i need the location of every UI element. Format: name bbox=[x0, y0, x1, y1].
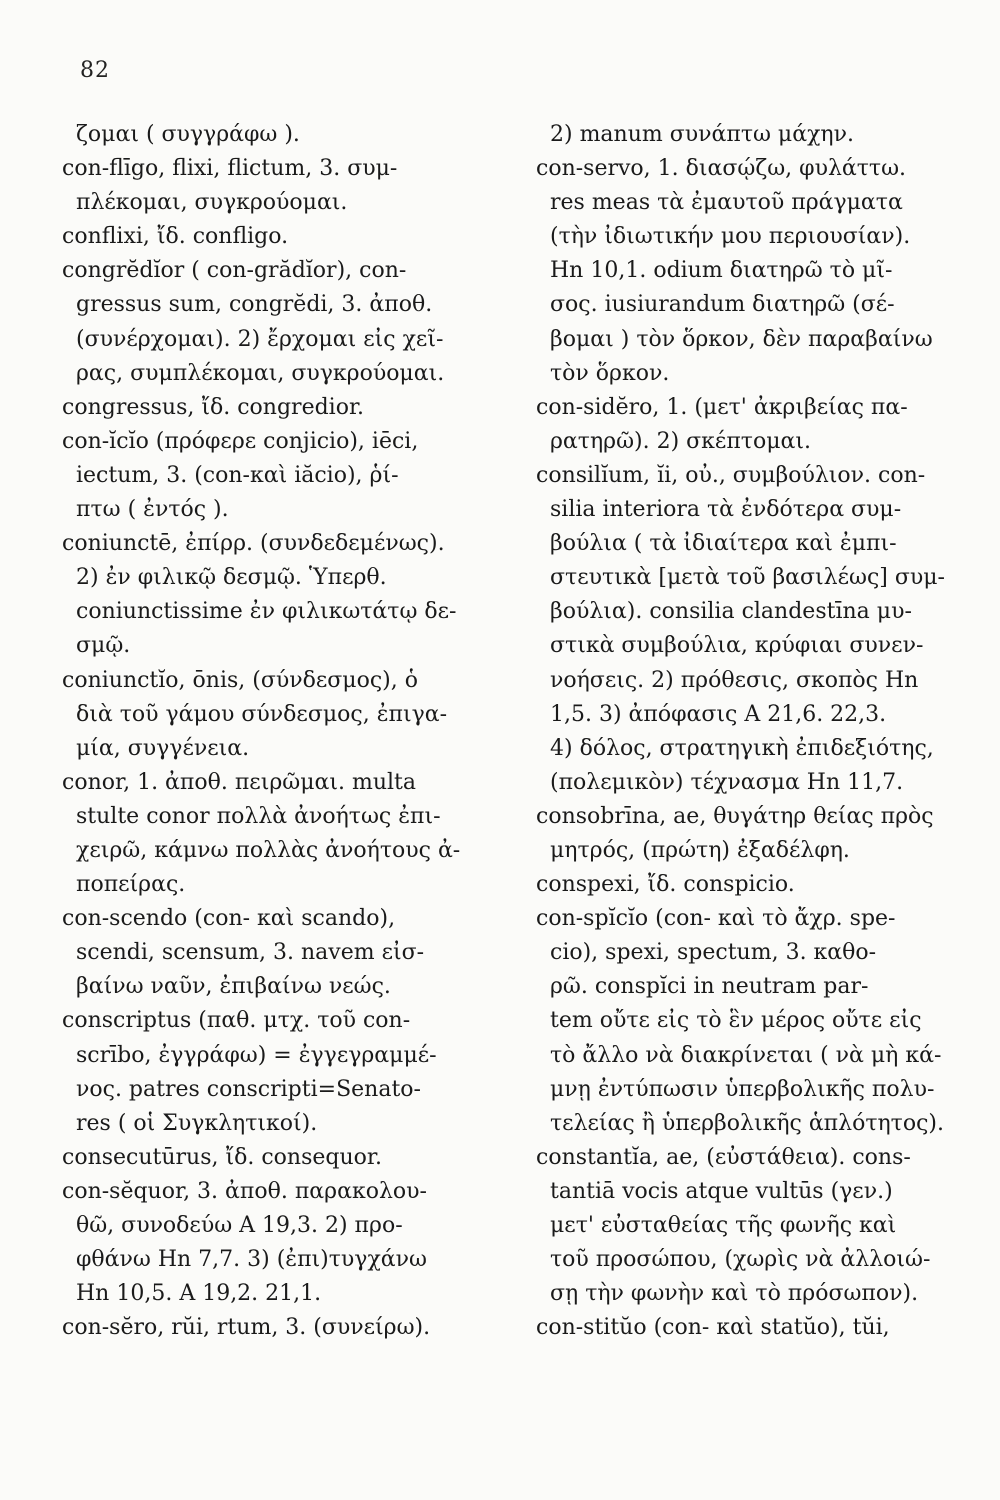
entry-continuation-line: (συνέρχομαι). 2) ἔρχομαι εἰς χεῖ- bbox=[76, 326, 444, 352]
entry-continuation-line: τὸ ἄλλο νὰ διακρίνεται ( νὰ μὴ κά- bbox=[550, 1042, 942, 1068]
entry-continuation-line: νοήσεις. 2) πρόθεσις, σκοπὸς Hn bbox=[550, 667, 919, 693]
entry-continuation-line: βούλια). consilia clandestīna μυ- bbox=[550, 599, 912, 625]
entry-headword-line: conor, 1. ἀποθ. πειρῶμαι. multa bbox=[62, 769, 416, 795]
entry-continuation-line: stulte conor πολλὰ ἀνοήτως ἐπι- bbox=[76, 803, 441, 829]
entry-continuation-line: βούλια ( τὰ ἰδιαίτερα καὶ ἐμπι- bbox=[550, 531, 897, 557]
page-number: 82 bbox=[80, 58, 110, 83]
entry-continuation-line: πτω ( ἐντός ). bbox=[76, 497, 229, 523]
entry-headword-line: con-sĕquor, 3. ἀποθ. παρακολου- bbox=[62, 1178, 427, 1204]
entry-continuation-line: (πολεμικὸν) τέχνασμα Hn 11,7. bbox=[550, 769, 904, 795]
entry-continuation-line: ρας, συμπλέκομαι, συγκρούομαι. bbox=[76, 360, 445, 386]
entry-headword-line: consecutūrus, ἴδ. consequor. bbox=[62, 1144, 382, 1170]
entry-continuation-line: scendi, scensum, 3. navem εἰσ- bbox=[76, 940, 425, 966]
entry-continuation-line: διὰ τοῦ γάμου σύνδεσμος, ἐπιγα- bbox=[76, 701, 448, 727]
entry-continuation-line: βομαι ) τὸν ὅρκον, δὲν παραβαίνω bbox=[550, 326, 933, 352]
entry-continuation-line: res meas τὰ ἐμαυτοῦ πράγματα bbox=[550, 190, 903, 216]
entry-headword-line: coniunctĭo, ōnis, (σύνδεσμος), ὁ bbox=[62, 667, 418, 693]
entry-headword-line: congrĕdĭor ( con-grădĭor), con- bbox=[62, 258, 407, 284]
entry-continuation-line: μετ' εὐσταθείας τῆς φωνῆς καὶ bbox=[550, 1213, 897, 1238]
entry-continuation-line: Hn 10,5. A 19,2. 21,1. bbox=[76, 1281, 322, 1307]
entry-continuation-line: φθάνω Hn 7,7. 3) (ἐπι)τυγχάνω bbox=[76, 1247, 427, 1273]
entry-continuation-line: (τὴν ἰδιωτικήν μου περιουσίαν). bbox=[550, 224, 911, 250]
right-column bbox=[536, 118, 976, 1345]
entry-headword-line: con-sidĕro, 1. (μετ' ἀκριβείας πα- bbox=[536, 394, 908, 420]
entry-headword-line: con-spĭcĭo (con- καὶ τὸ ἄχρ. spe- bbox=[536, 906, 896, 932]
entry-continuation-line: χειρῶ, κάμνω πολλὰς ἀνοήτους ἀ- bbox=[76, 837, 461, 863]
entry-continuation-line: θῶ, συνοδεύω A 19,3. 2) προ- bbox=[76, 1213, 403, 1238]
entry-continuation-line: πλέκομαι, συγκρούομαι. bbox=[76, 190, 348, 216]
entry-continuation-line: cio), spexi, spectum, 3. καθο- bbox=[550, 940, 877, 966]
entry-continuation-line: 2) ἐν φιλικῷ δεσμῷ. Ὑπερθ. bbox=[76, 565, 387, 591]
entry-continuation-line: στευτικὰ [μετὰ τοῦ βασιλέως] συμ- bbox=[550, 565, 945, 591]
entry-continuation-line: 2) manum συνάπτω μάχην. bbox=[550, 122, 854, 147]
entry-continuation-line: σμῷ. bbox=[76, 633, 131, 659]
entry-headword-line: con-sĕro, rŭi, rtum, 3. (συνείρω). bbox=[62, 1315, 431, 1341]
entry-headword-line: coniunctē, ἐπίρρ. (συνδεδεμένως). bbox=[62, 531, 445, 557]
entry-continuation-line: ρῶ. conspĭci in neutram par- bbox=[550, 974, 869, 1000]
entry-continuation-line: μητρός, (πρώτη) ἐξαδέλφη. bbox=[550, 837, 850, 863]
entry-headword-line: conspexi, ἴδ. conspicio. bbox=[536, 872, 795, 898]
entry-continuation-line: tantiā vocis atque vultūs (γεν.) bbox=[550, 1178, 893, 1204]
entry-continuation-line: βαίνω ναῦν, ἐπιβαίνω νεώς. bbox=[76, 974, 391, 1000]
entry-continuation-line: silia interiora τὰ ἐνδότερα συμ- bbox=[550, 497, 902, 523]
entry-continuation-line: τελείας ἢ ὑπερβολικῆς ἁπλότητος). bbox=[550, 1110, 944, 1136]
entry-continuation-line: στικὰ συμβούλια, κρύφιαι συνεν- bbox=[550, 633, 924, 659]
entry-continuation-line: 4) δόλος, στρατηγικὴ ἐπιδεξιότης, bbox=[550, 735, 934, 761]
entry-continuation-line: ποπείρας. bbox=[76, 872, 186, 898]
entry-headword-line: con-ĭcĭo (πρόφερε conjicio), iēci, bbox=[62, 428, 419, 454]
entry-continuation-line: μία, συγγένεια. bbox=[76, 735, 250, 761]
entry-headword-line: con-stitŭo (con- καὶ statŭo), tŭi, bbox=[536, 1315, 890, 1341]
entry-headword-line: constantĭa, ae, (εὐστάθεια). cons- bbox=[536, 1144, 911, 1170]
entry-headword-line: conflixi, ἴδ. confligo. bbox=[62, 224, 289, 250]
left-column bbox=[62, 118, 502, 1345]
entry-continuation-line: res ( οἱ Συγκλητικοί). bbox=[76, 1110, 318, 1136]
entry-headword-line: con-servo, 1. διασῴζω, φυλάττω. bbox=[536, 156, 907, 182]
entry-headword-line: con-scendo (con- καὶ scando), bbox=[62, 906, 396, 932]
entry-continuation-line: μνῃ ἐντύπωσιν ὑπερβολικῆς πολυ- bbox=[550, 1076, 935, 1102]
entry-headword-line: congressus, ἴδ. congredior. bbox=[62, 394, 365, 420]
entry-headword-line: conscriptus (παθ. μτχ. τοῦ con- bbox=[62, 1008, 411, 1034]
entry-headword-line: con-flīgo, flixi, flictum, 3. συμ- bbox=[62, 156, 398, 182]
entry-continuation-line: τοῦ προσώπου, (χωρὶς νὰ ἀλλοιώ- bbox=[550, 1247, 931, 1273]
entry-continuation-line: gressus sum, congrĕdi, 3. ἀποθ. bbox=[76, 292, 433, 318]
entry-continuation-line: iectum, 3. (con-καὶ iăcio), ῥί- bbox=[76, 462, 399, 488]
entry-headword-line: consobrīna, ae, θυγάτηρ θείας πρὸς bbox=[536, 803, 934, 829]
entry-continuation-line: σος. iusiurandum διατηρῶ (σέ- bbox=[550, 292, 895, 318]
entry-continuation-line: scrībo, ἐγγράφω) = ἐγγεγραμμέ- bbox=[76, 1042, 437, 1068]
entry-continuation-line: ρατηρῶ). 2) σκέπτομαι. bbox=[550, 428, 811, 454]
entry-continuation-line: σῃ τὴν φωνὴν καὶ τὸ πρόσωπον). bbox=[550, 1281, 919, 1307]
entry-continuation-line: νος. patres conscripti=Senato- bbox=[76, 1076, 421, 1102]
entry-continuation-line: τὸν ὅρκον. bbox=[550, 360, 670, 386]
entry-headword-line: consilĭum, ĭi, οὐ., συμβούλιον. con- bbox=[536, 462, 926, 488]
entry-continuation-line: 1,5. 3) ἀπόφασις A 21,6. 22,3. bbox=[550, 701, 887, 727]
entry-continuation-line: Hn 10,1. odium διατηρῶ τὸ μῖ- bbox=[550, 258, 893, 284]
entry-continuation-line: tem οὔτε εἰς τὸ ἓν μέρος οὔτε εἰς bbox=[550, 1008, 922, 1034]
entry-continuation-line: ζομαι ( συγγράφω ). bbox=[76, 122, 300, 147]
entry-continuation-line: coniunctissime ἐν φιλικωτάτῳ δε- bbox=[76, 599, 457, 625]
